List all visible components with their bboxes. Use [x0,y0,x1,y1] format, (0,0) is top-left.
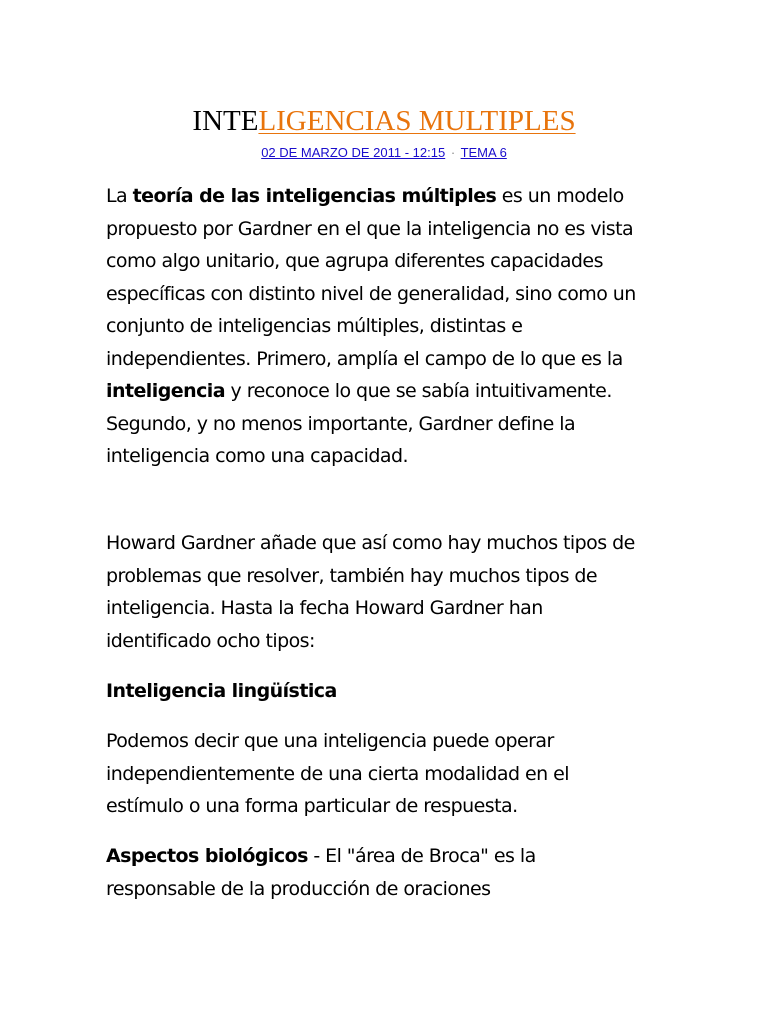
meta-separator: · [450,145,456,160]
section-heading-linguistic [106,675,646,708]
intro-text-d: y reconoce lo que se sabía intuitivamente. Segundo, y no menos importante, Gardner define la inteligencia como una capacidad. [106,380,612,467]
post-meta [0,144,768,162]
post-date-link[interactable]: 02 DE MARZO DE 2011 - 12:15 [261,145,446,160]
article-title [0,103,768,139]
title-link[interactable]: LIGENCIAS MULTIPLES [258,105,576,137]
intro-bold-intelligence: inteligencia [106,380,226,402]
section-heading-text: Inteligencia lingüística [106,680,337,702]
tag-link[interactable]: TEMA 6 [460,145,507,160]
biological-bold-label: Aspectos biológicos [106,845,308,867]
biological-text: - El "área de Broca" es la responsable de la producción de oraciones [106,845,536,900]
intro-bold-theory: teoría de las inteligencias múltiples [132,185,497,207]
paragraph-modality: Podemos decir que una inteligencia puede operar independientemente de una cierta modalidad en el estímulo o una forma particular de respuesta. [106,730,569,817]
paragraph-intro [106,180,646,473]
paragraph-gardner: Howard Gardner añade que así como hay muchos tipos de problemas que resolver, también hay muchos tipos de inteligencia. Hasta la fecha Howard Gardner han identificado ocho tipos: [106,532,635,652]
intro-text-c: es un modelo propuesto por Gardner en el que la inteligencia no es vista como algo unitario, que agrupa diferentes capacidades específicas con distinto nivel de generalidad, sino como un conjunto de inteligencias múltiples, distintas e independientes. Primero, amplía el campo de lo que es la [106,185,636,370]
title-prefix: INTE [192,105,259,137]
paragraph-biological [106,840,646,905]
intro-text-a: La [106,185,133,207]
